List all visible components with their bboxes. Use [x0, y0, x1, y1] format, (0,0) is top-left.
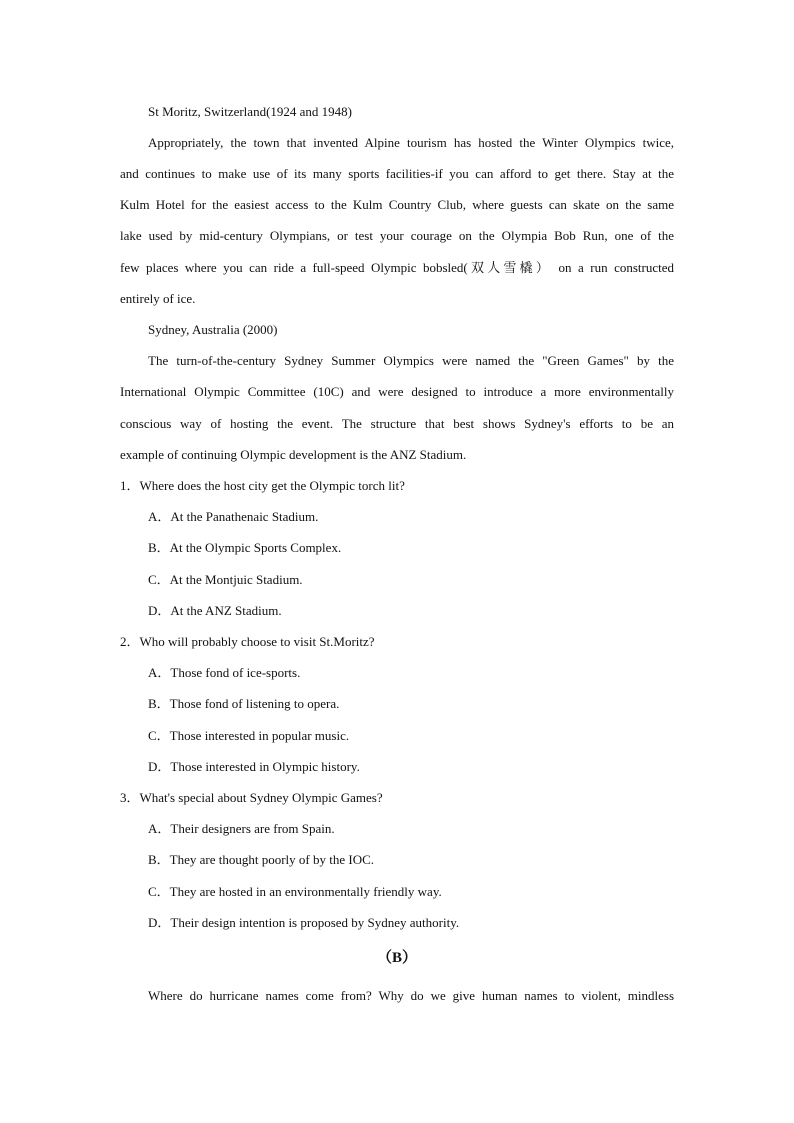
question-3-stem: 3．What's special about Sydney Olympic Games? — [120, 790, 383, 805]
question-2-option-a: A．Those fond of ice-sports. — [148, 665, 301, 680]
paragraph-line: The turn-of-the-century Sydney Summer Olympics were named the "Green Games" by the — [148, 353, 674, 368]
question-3-option-a: A．Their designers are from Spain. — [148, 821, 335, 836]
paragraph-line: and continues to make use of its many sports facilities-if you can afford to get there. Stay at the — [120, 166, 674, 181]
question-3-option-d: D．Their design intention is proposed by Sydney authority. — [148, 915, 460, 930]
question-3-option-c: C．They are hosted in an environmentally friendly way. — [148, 884, 442, 899]
paragraph-line: entirely of ice. — [120, 291, 196, 306]
paragraph-line: Kulm Hotel for the easiest access to the Kulm Country Club, where guests can skate on the same — [120, 197, 674, 212]
question-1-stem: 1．Where does the host city get the Olympic torch lit? — [120, 478, 405, 493]
question-2-option-b: B．Those fond of listening to opera. — [148, 696, 340, 711]
question-2-stem: 2．Who will probably choose to visit St.Moritz? — [120, 634, 375, 649]
paragraph-line: International Olympic Committee (10C) and were designed to introduce a more environmentally — [120, 384, 674, 399]
question-1-option-c: C．At the Montjuic Stadium. — [148, 572, 303, 587]
paragraph-line: lake used by mid-century Olympians, or test your courage on the Olympia Bob Run, one of the — [120, 228, 674, 243]
question-2-option-c: C．Those interested in popular music. — [148, 728, 350, 743]
paragraph-line: Where do hurricane names come from? Why do we give human names to violent, mindless — [148, 988, 674, 1003]
question-1-option-a: A．At the Panathenaic Stadium. — [148, 509, 319, 524]
paragraph-line: example of continuing Olympic development is the ANZ Stadium. — [120, 447, 467, 462]
heading-st-moritz: St Moritz, Switzerland(1924 and 1948) — [148, 104, 352, 119]
paragraph-line: conscious way of hosting the event. The structure that best shows Sydney's efforts to be an — [120, 416, 674, 431]
heading-sydney: Sydney, Australia (2000) — [148, 322, 278, 337]
question-1-option-b: B．At the Olympic Sports Complex. — [148, 540, 342, 555]
question-2-option-d: D．Those interested in Olympic history. — [148, 759, 360, 774]
paragraph-line: few places where you can ride a full-speed Olympic bobsled(双人雪橇） on a run constructed — [120, 260, 674, 275]
question-3-option-b: B．They are thought poorly of by the IOC. — [148, 852, 375, 867]
section-b-label: （B） — [376, 950, 417, 966]
question-1-option-d: D．At the ANZ Stadium. — [148, 603, 282, 618]
paragraph-line: Appropriately, the town that invented Alpine tourism has hosted the Winter Olympics twice, — [148, 135, 674, 150]
